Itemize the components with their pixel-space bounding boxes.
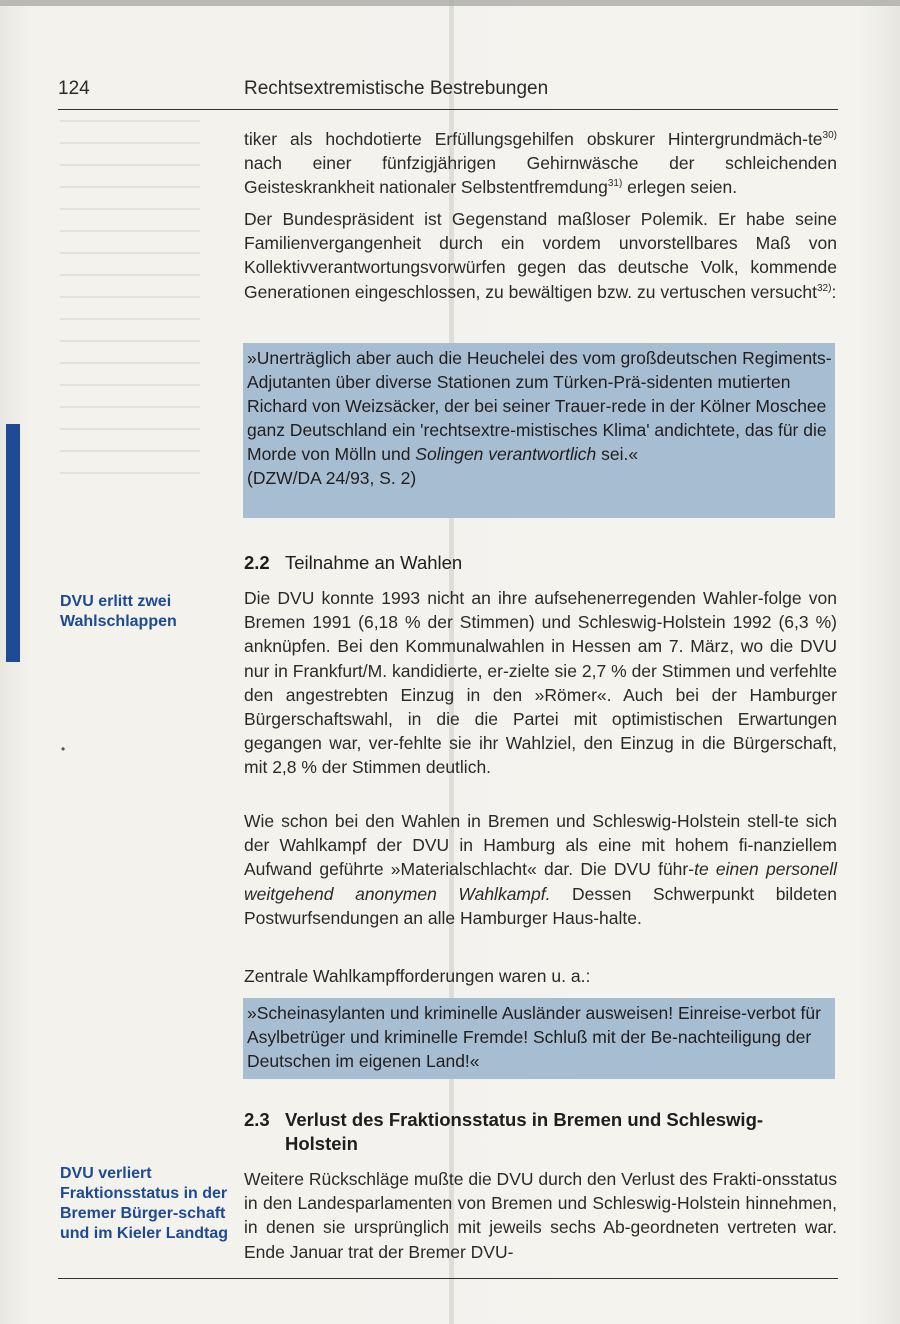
running-title: Rechtsextremistische Bestrebungen bbox=[244, 78, 549, 99]
section-heading-2-2: 2.2 Teilnahme an Wahlen bbox=[244, 552, 463, 573]
header-rule bbox=[58, 109, 838, 110]
margin-note-wahlschlappen: DVU erlitt zwei Wahlschlappen bbox=[60, 593, 177, 630]
page-number: 124 bbox=[58, 78, 90, 99]
section-heading-2-3: 2.3 Verlust des Fraktionsstatus in Bremen und Schleswig-Holstein bbox=[244, 1109, 764, 1154]
paragraph-1: tiker als hochdotierte Erfüllungsgehilfen obskurer Hintergrundmäch-$te^{30)}$ nach einer fünfzigjährigen Gehirnwäsche der schleichenden Geisteskrankheit nationaler Selbstentfremdung$^{31)}$ erlegen seien. bbox=[244, 129, 837, 198]
paragraph-2: Der Bundespräsident ist Gegenstand maßloser Polemik. Er habe seine Familienvergangenheit durch ein vordem unvorstellbares Maß von Kollektivverantwortungsvorwürfen gegen das deutsche Volk, kommende Generationen eingeschlossen, zu bewältigen bzw. zu vertuschen versucht$^{32)}$: bbox=[244, 209, 837, 302]
quote-block-2: »Scheinasylanten und kriminelle Ausländer ausweisen! Einreise-verbot für Asylbetrüger und kriminelle Fremde! Schluß mit der Be-nachteiligung der Deutschen im eigenen Land!« bbox=[243, 998, 835, 1079]
footer-rule bbox=[58, 1278, 838, 1279]
paragraph-4: Wie schon bei den Wahlen in Bremen und Schleswig-Holstein stell-te sich der Wahlkampf der DVU in Hamburg als eine mit hohem fi-nanziellem Aufwand geführte »Materialschlacht« dar. Die DVU führ-te einen personell weitgehend anonymen Wahlkampf. Dessen Schwerpunkt bildeten Postwurfsendungen an alle Hamburger Haus-halte. bbox=[244, 811, 837, 928]
paragraph-5: Zentrale Wahlkampfforderungen waren u. a.: bbox=[244, 966, 591, 986]
bleed-through-text bbox=[60, 120, 200, 480]
paragraph-6: Weitere Rückschläge mußte die DVU durch den Verlust des Frakti-onsstatus in den Landesparlamenten von Bremen und Schleswig-Holstein hinnehmen, in denen sie ursprünglich mit jeweils sechs Ab-geordneten vertreten war. Ende Januar trat der Bremer DVU- bbox=[244, 1169, 837, 1262]
margin-mark: • bbox=[61, 742, 66, 756]
margin-note-fraktionsstatus: DVU verliert Fraktionsstatus in der Bremer Bürger-schaft und im Kieler Landtag bbox=[60, 1165, 229, 1242]
chapter-tab-marker bbox=[6, 424, 20, 662]
page-header bbox=[58, 78, 838, 102]
quote-source: (DZW/DA 24/93, S. 2) bbox=[247, 468, 417, 488]
quote-block-1: »Unerträglich aber auch die Heuchelei des vom großdeutschen Regiments-Adjutanten über diverse Stationen zum Türken-Prä-sidenten mutierten Richard von Weizsäcker, der bei seiner Trauer-rede in der Kölner Moschee ganz Deutschland ein 'rechtsextre-mistisches Klima' andichtete, das für die Morde von Mölln und Solingen verantwortlich sei.« (DZW/DA 24/93, S. 2) bbox=[243, 343, 835, 518]
paragraph-3: Die DVU konnte 1993 nicht an ihre aufsehenerregenden Wahler-folge von Bremen 1991 (6,18 % der Stimmen) und Schleswig-Holstein 1992 (6,3 %) anknüpfen. Bei den Kommunalwahlen in Hessen am 7. März, wo die DVU nur in Frankfurt/M. kandidierte, er-zielte sie 2,7 % der Stimmen und verfehlte den angestrebten Einzug in den »Römer«. Auch bei der Hamburger Bürgerschaftswahl, in die die Partei mit optimistischen Erwartungen gegangen war, ver-fehlte sie ihr Wahlziel, den Einzug in die Bürgerschaft, mit 2,8 % der Stimmen deutlich. bbox=[244, 588, 837, 778]
